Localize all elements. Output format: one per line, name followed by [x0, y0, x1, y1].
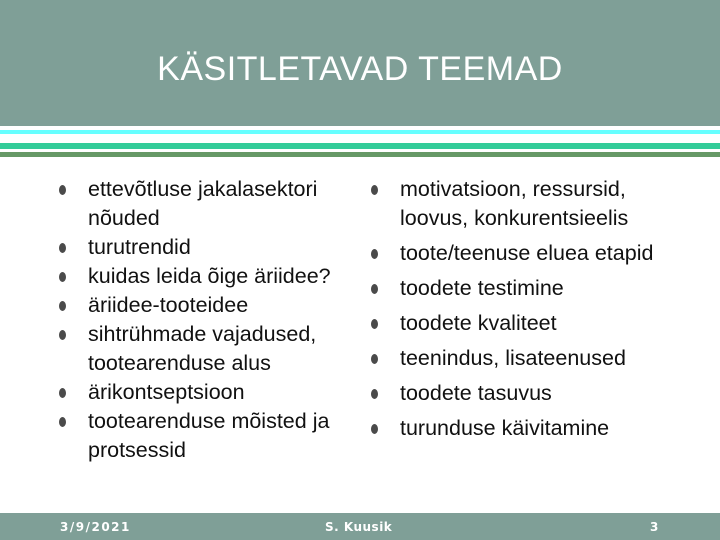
- bullet-dot-icon: [59, 185, 66, 195]
- bullet-dot-icon: [371, 319, 378, 329]
- list-item-text: ettevõtluse jakalasektori nõuded: [88, 177, 318, 230]
- bullet-dot-icon: [371, 249, 378, 259]
- list-item-text: motivatsioon, ressursid, loovus, konkurentsieelis: [400, 177, 629, 230]
- list-item: [56, 291, 356, 320]
- list-item: [368, 175, 668, 233]
- bullet-dot-icon: [371, 354, 378, 364]
- list-item: [56, 262, 356, 291]
- list-item-text: turunduse käivitamine: [400, 416, 610, 440]
- list-item-text: toodete tasuvus: [400, 381, 552, 405]
- right-bullet-list: [368, 175, 668, 449]
- slide-title: KÄSITLETAVAD TEEMAD: [157, 50, 563, 88]
- bullet-dot-icon: [371, 185, 378, 195]
- bullet-dot-icon: [59, 330, 66, 340]
- left-bullet-list: [56, 175, 356, 465]
- footer-date: 3/9/2021: [60, 520, 131, 534]
- bullet-dot-icon: [59, 388, 66, 398]
- title-bar: [0, 0, 720, 126]
- bullet-dot-icon: [59, 417, 66, 427]
- list-item: [368, 309, 668, 338]
- list-item: [368, 344, 668, 373]
- footer-page-number: 3: [650, 520, 659, 534]
- list-item-text: toodete testimine: [400, 276, 564, 300]
- list-item: [56, 233, 356, 262]
- bullet-dot-icon: [371, 424, 378, 434]
- bullet-dot-icon: [59, 243, 66, 253]
- list-item-text: toote/teenuse eluea etapid: [400, 241, 654, 265]
- list-item: [368, 379, 668, 408]
- divider-stripe: [0, 134, 720, 143]
- list-item-text: teenindus, lisateenused: [400, 346, 626, 370]
- list-item: [368, 274, 668, 303]
- list-item: [56, 175, 356, 233]
- footer-bar: [0, 513, 720, 540]
- list-item-text: äriidee-tooteidee: [88, 293, 249, 317]
- list-item: [368, 239, 668, 268]
- list-item-text: sihtrühmade vajadused, tootearenduse alus: [88, 322, 317, 375]
- list-item: [56, 378, 356, 407]
- list-item: [56, 320, 356, 378]
- list-item: [368, 414, 668, 443]
- list-item-text: turutrendid: [88, 235, 191, 259]
- bullet-dot-icon: [371, 284, 378, 294]
- list-item: [56, 407, 356, 465]
- list-item-text: ärikontseptsioon: [88, 380, 245, 404]
- list-item-text: toodete kvaliteet: [400, 311, 557, 335]
- bullet-dot-icon: [59, 272, 66, 282]
- bullet-dot-icon: [59, 301, 66, 311]
- footer-author: S. Kuusik: [325, 520, 393, 534]
- bullet-dot-icon: [371, 389, 378, 399]
- list-item-text: kuidas leida õige äriidee?: [88, 264, 331, 288]
- list-item-text: tootearenduse mõisted ja protsessid: [88, 409, 330, 462]
- divider-stripe-dark-green: [0, 152, 720, 157]
